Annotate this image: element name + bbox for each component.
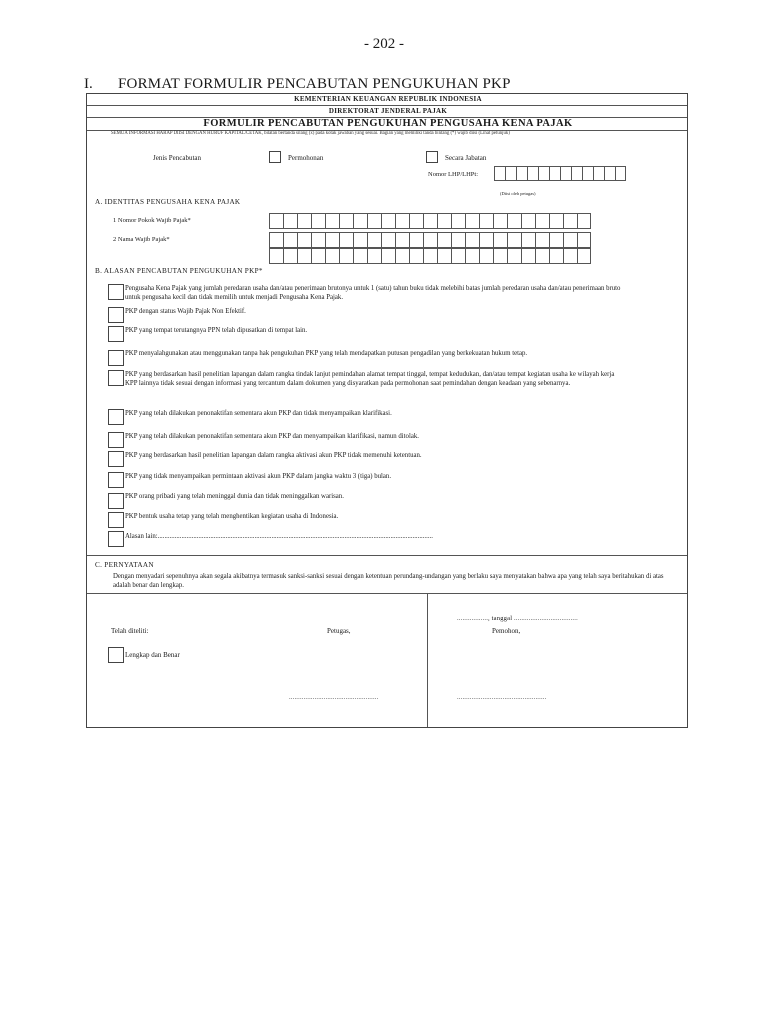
revocation-form <box>86 93 688 728</box>
reason-checkbox[interactable] <box>108 370 124 386</box>
section-number: I. <box>84 76 93 92</box>
reason-checkbox[interactable] <box>108 307 124 323</box>
fill-instruction: SEMUA INFORMASI HARAP DIISI DENGAN HURUF KAPITAL/CETAK, bilatan bertanda silang (x) pada kotak jawaban yang sesuai. Bagian yang memiliki tanda bintang (*) wajib diisi (Lihat petunjuk) <box>111 131 510 136</box>
checked-label: Telah diteliti: <box>111 627 149 635</box>
applicant-signature-line[interactable]: ................................................. <box>457 694 547 701</box>
nama-wp-label: 2 Nama Wajib Pajak* <box>113 236 170 243</box>
officer-signature-line[interactable]: ................................................. <box>289 694 379 701</box>
secara-jabatan-label: Secara Jabatan <box>445 154 487 162</box>
reason-text: PKP yang tidak menyampaikan permintaan aktivasi akun PKP dalam jangka waktu 3 (tiga) bulan. <box>125 473 392 480</box>
divider <box>87 593 687 594</box>
reason-text: PKP bentuk usaha tetap yang telah menghentikan kegiatan usaha di Indonesia. <box>125 513 339 520</box>
alasan-lain-field[interactable]: Alasan lain:.................................................................................................................................................................. <box>125 533 433 540</box>
nama-wp-input-row2[interactable] <box>269 248 591 264</box>
jenis-label: Jenis Pencabutan <box>153 154 202 162</box>
date-line[interactable]: ................., tanggal ................................... <box>457 615 578 622</box>
lhp-note: (Diisi oleh petugas) <box>500 191 536 196</box>
reason-text: Pengusaha Kena Pajak yang jumlah peredaran usaha dan/atau penerimaan brutonya untuk 1 (satu) tahun buku tidak melebihi batas jumlah peredaran usaha dan/atau penerimaan bruto untuk pengusaha kecil dan tidak memilih untuk menjadi Pengusaha Kena Pajak. <box>125 285 621 301</box>
reason-text: PKP orang pribadi yang telah meninggal dunia dan tidak meninggalkan warisan. <box>125 493 344 500</box>
officer-label: Petugas, <box>327 627 351 635</box>
npwp-input[interactable] <box>269 213 591 229</box>
form-title: FORMULIR PENCABUTAN PENGUKUHAN PENGUSAHA KENA PAJAK <box>203 118 573 129</box>
nama-wp-input-row1[interactable] <box>269 232 591 248</box>
reason-checkbox[interactable] <box>108 432 124 448</box>
reason-text: PKP yang tempat terutangnya PPN telah dipusatkan di tempat lain. <box>125 327 308 334</box>
reason-text: PKP yang berdasarkan hasil penelitian lapangan dalam rangka aktivasi akun PKP tidak memenuhi ketentuan. <box>125 452 422 459</box>
ministry-heading: KEMENTERIAN KEUANGAN REPUBLIK INDONESIA <box>294 95 482 103</box>
section-a-title: A. IDENTITAS PENGUSAHA KENA PAJAK <box>95 198 241 206</box>
statement-text: Dengan menyadari sepenuhnya akan segala akibatnya termasuk sanksi-sanksi sesuai dengan ketentuan perundang-undangan yang berlaku saya menyatakan bahwa apa yang telah saya beritahukan di atas adalah benar dan lengkap. <box>113 573 664 589</box>
directorate-heading: DIREKTORAT JENDERAL PAJAK <box>328 107 448 115</box>
divider <box>87 555 687 556</box>
divider <box>87 105 687 106</box>
complete-label: Lengkap dan Benar <box>125 651 180 659</box>
section-c-title: C. PERNYATAAN <box>95 561 154 569</box>
reason-checkbox[interactable] <box>108 284 124 300</box>
applicant-label: Pemohon, <box>492 627 521 635</box>
reason-checkbox[interactable] <box>108 531 124 547</box>
permohonan-label: Permohonan <box>288 154 324 162</box>
lhp-number-input[interactable] <box>494 166 626 181</box>
npwp-label: 1 Nomor Pokok Wajib Pajak* <box>113 217 191 224</box>
reason-text: PKP menyalahgunakan atau menggunakan tanpa hak pengukuhan PKP yang telah mendapatkan putusan pengadilan yang berkekuatan hukum tetap. <box>125 350 528 357</box>
reason-checkbox[interactable] <box>108 409 124 425</box>
divider <box>427 593 428 727</box>
reason-text: PKP yang telah dilakukan penonaktifan sementara akun PKP dan menyampaikan klarifikasi, namun ditolak. <box>125 433 419 440</box>
reason-checkbox[interactable] <box>108 512 124 528</box>
checkbox-secara-jabatan[interactable] <box>426 151 438 163</box>
reason-text: PKP yang berdasarkan hasil penelitian lapangan dalam rangka tindak lanjut pemindahan alamat tempat tinggal, tempat kedudukan, dan/atau tempat kegiatan usaha ke wilayah kerja KPP lainnya tidak sesuai dengan informasi yang tercantum dalam dokumen yang disyaratkan pada permohonan saat pemindahan dengan keadaan yang sebenarnya. <box>125 371 615 387</box>
complete-checkbox[interactable] <box>108 647 124 663</box>
reason-checkbox[interactable] <box>108 451 124 467</box>
checkbox-permohonan[interactable] <box>269 151 281 163</box>
reason-checkbox[interactable] <box>108 350 124 366</box>
lhp-label: Nomor LHP/LHPt: <box>428 171 479 178</box>
reason-text: PKP dengan status Wajib Pajak Non Efektif. <box>125 308 246 315</box>
page-number: - 202 - <box>364 36 404 52</box>
reason-checkbox[interactable] <box>108 326 124 342</box>
section-b-title: B. ALASAN PENCABUTAN PENGUKUHAN PKP* <box>95 267 263 275</box>
reason-checkbox[interactable] <box>108 493 124 509</box>
reason-text: PKP yang telah dilakukan penonaktifan sementara akun PKP dan tidak menyampaikan klarifikasi. <box>125 410 392 417</box>
section-title: FORMAT FORMULIR PENCABUTAN PENGUKUHAN PKP <box>118 76 511 92</box>
reason-checkbox[interactable] <box>108 472 124 488</box>
